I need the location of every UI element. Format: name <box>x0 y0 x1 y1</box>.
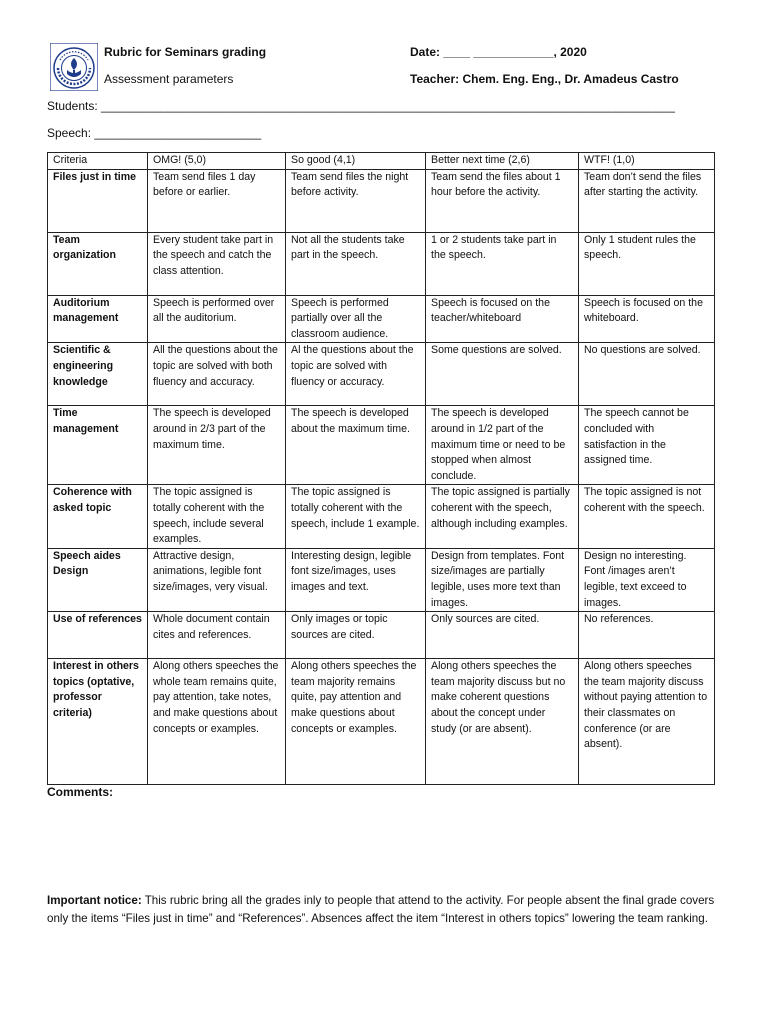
level-4-cell: Along others speeches the team majority discuss without paying attention to their classmates on conference (or are absent). <box>579 659 715 785</box>
level-2-cell: Along others speeches the team majority remains quite, pay attention and make questions about concepts or examples. <box>286 659 426 785</box>
notice-label: Important notice: <box>47 894 142 907</box>
header-level-4: WTF! (1,0) <box>579 153 715 170</box>
level-1-cell: Along others speeches the whole team remains quite, pay attention, take notes, and make questions about concepts or examples. <box>148 659 286 785</box>
table-row <box>48 343 715 406</box>
notice-text: This rubric bring all the grades inly to people that attend to the activity. For people absent the final grade covers only the items “Files just in time” and “References”. Absences affect the item “Interest in others topics” lowering the team ranking. <box>47 894 715 925</box>
level-2-cell: The speech is developed about the maximum time. <box>286 406 426 485</box>
level-4-cell: Design no interesting. Font /images aren’t legible, text exceed to images. <box>579 548 715 611</box>
date-field: Date: ____ ____________, 2020 <box>410 45 587 59</box>
criteria-cell: Team organization <box>48 232 148 295</box>
table-row <box>48 659 715 785</box>
criteria-cell: Files just in time <box>48 169 148 232</box>
speech-field: Speech: _________________________ <box>47 126 262 140</box>
level-4-cell: Only 1 student rules the speech. <box>579 232 715 295</box>
level-3-cell: Only sources are cited. <box>426 612 579 659</box>
level-1-cell: The topic assigned is totally coherent with the speech, include several examples. <box>148 485 286 548</box>
level-3-cell: Speech is focused on the teacher/whiteboard <box>426 295 579 343</box>
important-notice <box>47 892 715 927</box>
level-1-cell: Team send files 1 day before or earlier. <box>148 169 286 232</box>
level-2-cell: Team send files the night before activity. <box>286 169 426 232</box>
level-4-cell: No references. <box>579 612 715 659</box>
teacher-label: Teacher: Chem. Eng. Eng., Dr. Amadeus Castro <box>410 72 679 86</box>
students-field: Students: ______________________________________________________________________________________ <box>47 99 675 113</box>
level-2-cell: Only images or topic sources are cited. <box>286 612 426 659</box>
table-row <box>48 548 715 611</box>
level-2-cell: Interesting design, legible font size/images, uses images and text. <box>286 548 426 611</box>
rubric-title: Rubric for Seminars grading <box>104 45 267 59</box>
comments-label: Comments: <box>47 785 114 799</box>
criteria-cell: Speech aides Design <box>48 548 148 611</box>
table-row <box>48 232 715 295</box>
university-logo <box>50 43 98 91</box>
criteria-cell: Time management <box>48 406 148 485</box>
level-4-cell: No questions are solved. <box>579 343 715 406</box>
criteria-cell: Coherence with asked topic <box>48 485 148 548</box>
table-row <box>48 169 715 232</box>
level-1-cell: All the questions about the topic are solved with both fluency and accuracy. <box>148 343 286 406</box>
level-4-cell: The topic assigned is not coherent with the speech. <box>579 485 715 548</box>
header-level-1: OMG! (5,0) <box>148 153 286 170</box>
level-3-cell: Design from templates. Font size/images are partially legible, uses more text than images. <box>426 548 579 611</box>
level-3-cell: Team send the files about 1 hour before the activity. <box>426 169 579 232</box>
level-1-cell: The speech is developed around in 2/3 part of the maximum time. <box>148 406 286 485</box>
table-row <box>48 612 715 659</box>
level-2-cell: Not all the students take part in the speech. <box>286 232 426 295</box>
table-row <box>48 406 715 485</box>
level-4-cell: Speech is focused on the whiteboard. <box>579 295 715 343</box>
header-row <box>48 153 715 170</box>
level-2-cell: Al the questions about the topic are solved with fluency or accuracy. <box>286 343 426 406</box>
table-row <box>48 485 715 548</box>
rubric-table <box>47 152 715 785</box>
level-3-cell: Some questions are solved. <box>426 343 579 406</box>
level-3-cell: The speech is developed around in 1/2 part of the maximum time or need to be stopped when almost conclude. <box>426 406 579 485</box>
criteria-cell: Use of references <box>48 612 148 659</box>
criteria-cell: Interest in others topics (optative, professor criteria) <box>48 659 148 785</box>
level-1-cell: Every student take part in the speech and catch the class attention. <box>148 232 286 295</box>
criteria-cell: Auditorium management <box>48 295 148 343</box>
level-2-cell: The topic assigned is totally coherent with the speech, include 1 example. <box>286 485 426 548</box>
level-4-cell: The speech cannot be concluded with satisfaction in the assigned time. <box>579 406 715 485</box>
header-level-3: Better next time (2,6) <box>426 153 579 170</box>
level-4-cell: Team don’t send the files after starting the activity. <box>579 169 715 232</box>
header-criteria: Criteria <box>48 153 148 170</box>
level-2-cell: Speech is performed partially over all the classroom audience. <box>286 295 426 343</box>
level-1-cell: Attractive design, animations, legible font size/images, very visual. <box>148 548 286 611</box>
level-3-cell: 1 or 2 students take part in the speech. <box>426 232 579 295</box>
level-3-cell: Along others speeches the team majority discuss but no make coherent questions about the concept under study (or are absent). <box>426 659 579 785</box>
level-1-cell: Whole document contain cites and references. <box>148 612 286 659</box>
criteria-cell: Scientific & engineering knowledge <box>48 343 148 406</box>
table-row <box>48 295 715 343</box>
level-3-cell: The topic assigned is partially coherent with the speech, although including examples. <box>426 485 579 548</box>
header-level-2: So good (4,1) <box>286 153 426 170</box>
level-1-cell: Speech is performed over all the auditorium. <box>148 295 286 343</box>
assessment-subtitle: Assessment parameters <box>104 72 234 86</box>
